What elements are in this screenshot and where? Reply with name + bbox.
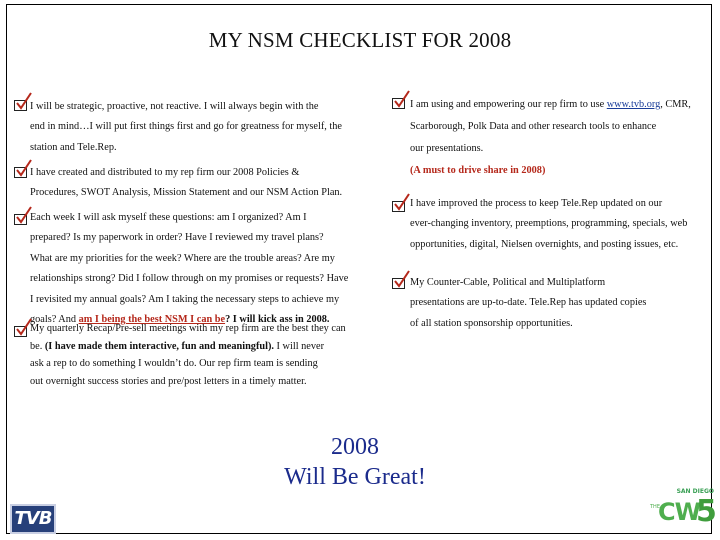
closing-year: 2008 xyxy=(331,434,379,460)
line-suffix: ? I will kick ass in 2008. xyxy=(225,314,330,326)
checkbox-icon xyxy=(14,167,27,178)
checklist-item-strategic xyxy=(30,97,342,158)
cw-number: 5 xyxy=(696,494,717,529)
item-line xyxy=(410,94,691,116)
line-prefix: goals? And xyxy=(30,314,79,326)
checklist-item-presentations xyxy=(410,273,646,334)
cw-letters: CW xyxy=(658,498,701,526)
line-prefix: I am using and empowering our rep firm to use xyxy=(410,99,607,110)
cw-tagline: SAN DIEGO xyxy=(676,488,714,495)
checklist-item-quarterly-meetings xyxy=(30,320,346,390)
item-line: ever-changing inventory, preemptions, programming, specials, web xyxy=(410,218,688,230)
item-line: Each week I will ask myself these questions: am I organized? Am I xyxy=(30,212,307,223)
item-line: opportunities, digital, Nielsen overnights, and posting issues, etc. xyxy=(410,238,679,250)
interactive-emphasis: (I have made them interactive, fun and meaningful). xyxy=(44,340,274,352)
checkbox-icon xyxy=(14,326,27,337)
item-line: Scarborough, Polk Data and other research tools to enhance xyxy=(410,121,657,132)
line-suffix: I will never xyxy=(273,340,325,352)
checkbox-icon xyxy=(14,100,27,111)
checkbox-icon xyxy=(392,201,405,212)
tvb-logo: TVB xyxy=(10,504,56,534)
item-line: of all station sponsorship opportunities. xyxy=(410,317,573,329)
checkbox-icon xyxy=(392,98,405,109)
cw-the: THE xyxy=(650,504,660,510)
cw5-logo xyxy=(650,488,716,534)
checkbox-icon xyxy=(392,278,405,289)
item-line: our presentations. xyxy=(410,143,484,154)
page-title: MY NSM CHECKLIST FOR 2008 xyxy=(208,28,512,52)
line-prefix: be. xyxy=(30,340,45,352)
item-line: I have created and distributed to my rep firm our 2008 Policies & xyxy=(30,167,300,178)
item-line: out overnight success stories and pre/post letters in a timely matter. xyxy=(30,375,307,387)
checkbox-icon xyxy=(14,214,27,225)
item-line: station and Tele.Rep. xyxy=(30,141,117,153)
item-line: ask a rep to do something I wouldn’t do. Our rep firm team is sending xyxy=(30,358,318,369)
line-suffix: , CMR, xyxy=(660,99,691,110)
checklist-item-policies xyxy=(30,163,342,204)
best-nsm-emphasis: am I being the best NSM I can be xyxy=(78,314,226,326)
item-line: presentations are up-to-date. Tele.Rep has updated copies xyxy=(410,297,647,309)
item-line: My quarterly Recap/Pre-sell meetings with my rep firm are the best they can xyxy=(30,323,346,334)
item-line: My Counter-Cable, Political and Multiplatform xyxy=(410,277,606,288)
item-line: end in mind…I will put first things first and go for greatness for myself, the xyxy=(30,121,342,133)
item-line: What are my priorities for the week? Where are the trouble areas? Are my xyxy=(30,252,335,264)
item-line: Procedures, SWOT Analysis, Mission Statement and our NSM Action Plan. xyxy=(30,187,343,199)
closing-tagline: Will Be Great! xyxy=(284,464,426,490)
item-line: relationships strong? Did I follow through on my promises or requests? Have xyxy=(30,273,349,285)
checklist-item-telerep-updates xyxy=(410,194,687,255)
closing-message xyxy=(250,432,460,492)
item-line xyxy=(30,338,346,356)
item-line: prepared? Is my paperwork in order? Have I reviewed my travel plans? xyxy=(30,232,324,244)
share-note: (A must to drive share in 2008) xyxy=(410,165,546,176)
checklist-item-research-tools xyxy=(410,94,691,182)
tvb-link[interactable]: www.tvb.org xyxy=(606,99,661,110)
checklist-item-weekly-questions xyxy=(30,208,348,330)
item-line: I revisited my annual goals? Am I taking the necessary steps to achieve my xyxy=(30,293,340,305)
item-line: I will be strategic, proactive, not reactive. I will always begin with the xyxy=(30,101,319,112)
item-line: I have improved the process to keep Tele.Rep updated on our xyxy=(410,198,663,209)
